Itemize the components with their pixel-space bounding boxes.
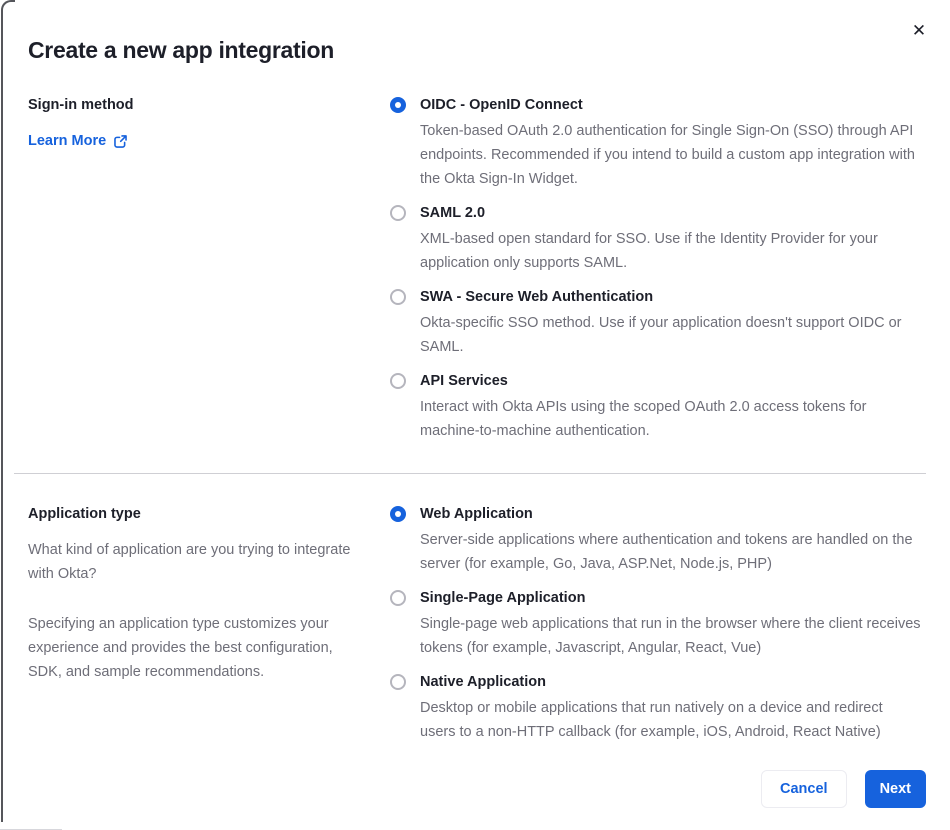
option-description: Server-side applications where authentication and tokens are handled on the server (for example, Go, Java, ASP.Net, Node.js, PHP)	[420, 532, 913, 572]
dialog-footer	[28, 770, 926, 808]
signin-option-api-services[interactable]	[390, 369, 926, 443]
signin-method-left-column	[28, 93, 362, 443]
radio-button-native-application[interactable]	[390, 674, 406, 690]
radio-button-oidc[interactable]	[390, 97, 406, 113]
close-icon: ✕	[911, 21, 927, 40]
section-divider	[14, 473, 926, 474]
option-description: Desktop or mobile applications that run natively on a device and redirect users to a non-HTTP callback (for example, iOS, Android, React Native)	[420, 700, 883, 740]
learn-more-link[interactable]	[28, 129, 128, 153]
radio-button-swa[interactable]	[390, 289, 406, 305]
signin-method-section	[28, 93, 926, 443]
option-label: API Services	[420, 373, 508, 389]
learn-more-label: Learn More	[28, 133, 107, 149]
option-label: Web Application	[420, 506, 533, 522]
option-description: XML-based open standard for SSO. Use if the Identity Provider for your application only supports SAML.	[420, 231, 878, 271]
application-type-section	[28, 502, 926, 744]
dialog-title: Create a new app integration	[28, 37, 334, 63]
option-description: Interact with Okta APIs using the scoped OAuth 2.0 access tokens for machine-to-machine authentication.	[420, 399, 867, 439]
apptype-option-web[interactable]	[390, 502, 926, 576]
apptype-option-native[interactable]	[390, 670, 926, 744]
option-description: Token-based OAuth 2.0 authentication for Single Sign-On (SSO) through API endpoints. Recommended if you intend to build a custom app integration with the Okta Sign-In Widget.	[420, 123, 915, 187]
radio-button-web-application[interactable]	[390, 506, 406, 522]
signin-option-saml[interactable]	[390, 201, 926, 275]
application-type-question: What kind of application are you trying to integrate with Okta?	[28, 542, 351, 582]
apptype-option-spa[interactable]	[390, 586, 926, 660]
option-label: Single-Page Application	[420, 590, 586, 606]
option-label: SAML 2.0	[420, 205, 486, 221]
signin-option-swa[interactable]	[390, 285, 926, 359]
cancel-button[interactable]: Cancel	[761, 770, 847, 808]
option-label: Native Application	[420, 674, 546, 690]
next-button[interactable]: Next	[865, 770, 926, 808]
application-type-options	[390, 502, 926, 744]
application-type-note: Specifying an application type customizes your experience and provides the best configuration, SDK, and sample recommendations.	[28, 616, 333, 680]
application-type-heading: Application type	[28, 506, 141, 522]
external-link-icon	[113, 134, 128, 149]
radio-button-api-services[interactable]	[390, 373, 406, 389]
signin-method-options	[390, 93, 926, 443]
radio-button-single-page-application[interactable]	[390, 590, 406, 606]
option-description: Single-page web applications that run in the browser where the client receives tokens (for example, Javascript, Angular, React, Vue)	[420, 616, 921, 656]
option-label: SWA - Secure Web Authentication	[420, 289, 654, 305]
application-type-left-column	[28, 502, 362, 744]
signin-method-heading: Sign-in method	[28, 97, 134, 113]
signin-option-oidc[interactable]	[390, 93, 926, 191]
option-description: Okta-specific SSO method. Use if your application doesn't support OIDC or SAML.	[420, 315, 902, 355]
option-label: OIDC - OpenID Connect	[420, 97, 583, 113]
close-button[interactable]	[906, 18, 932, 44]
radio-button-saml[interactable]	[390, 205, 406, 221]
